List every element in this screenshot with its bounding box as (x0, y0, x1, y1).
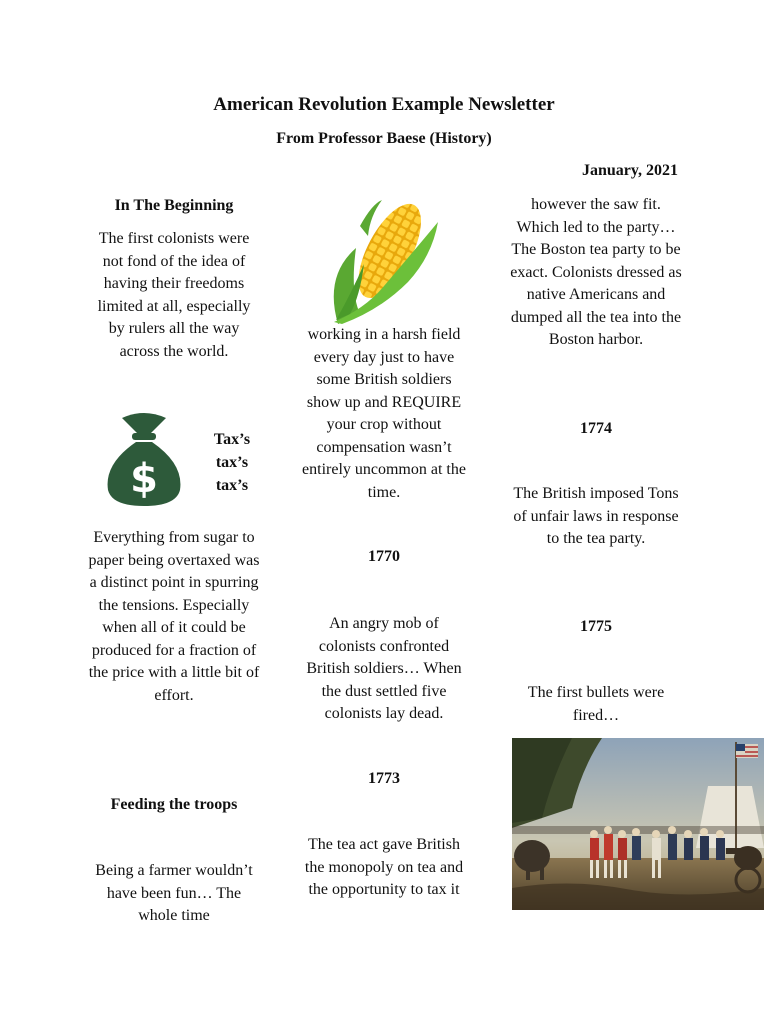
beginning-paragraph: The first colonists were not fond of the idea of having their freedoms limited at all, especially by rulers all the way across the world. (97, 230, 251, 360)
newsletter-date: January, 2021 (581, 162, 678, 179)
year-1770: 1770 (368, 548, 400, 565)
money-bag-icon (92, 404, 196, 510)
section-heading-troops: Feeding the troops (110, 796, 238, 813)
paragraph-1770: An angry mob of colonists confronted British soldiers… When the dust settled five colonists lay dead. (306, 615, 462, 722)
newsletter-title: American Revolution Example Newsletter (213, 94, 555, 115)
surrender-painting (512, 738, 764, 910)
corn-icon (320, 196, 444, 326)
paragraph-1774: The British imposed Tons of unfair laws in response to the tea party. (513, 485, 679, 547)
farm-paragraph: working in a harsh field every day just to have some British soldiers show up and REQUIRE your crop without compensation wasn’t entirely uncommon at the time. (302, 326, 466, 501)
year-1773: 1773 (368, 770, 400, 787)
tax-paragraph: Everything from sugar to paper being overtaxed was a distinct point in spurring the tensions. Especially when all of it could be produced for a fraction of the price with a little bit of effort. (88, 529, 260, 704)
svg-text:$: $ (130, 456, 158, 502)
paragraph-1773: The tea act gave British the monopoly on tea and the opportunity to tax it (304, 836, 464, 898)
section-heading-beginning: In The Beginning (114, 197, 234, 214)
newsletter-subtitle: From Professor Baese (History) (276, 130, 492, 147)
tax-caption: Tax’s tax’s tax’s (213, 431, 251, 494)
tea-party-paragraph: however the saw fit. Which led to the party… The Boston tea party to be exact. Colonists dressed as native Americans and dumped all the tea into the Boston harbor. (510, 196, 682, 348)
year-1775: 1775 (580, 618, 612, 635)
paragraph-1775: The first bullets were fired… (527, 684, 665, 724)
year-1774: 1774 (580, 420, 612, 437)
troops-paragraph: Being a farmer wouldn’t have been fun… The whole time (95, 862, 253, 924)
